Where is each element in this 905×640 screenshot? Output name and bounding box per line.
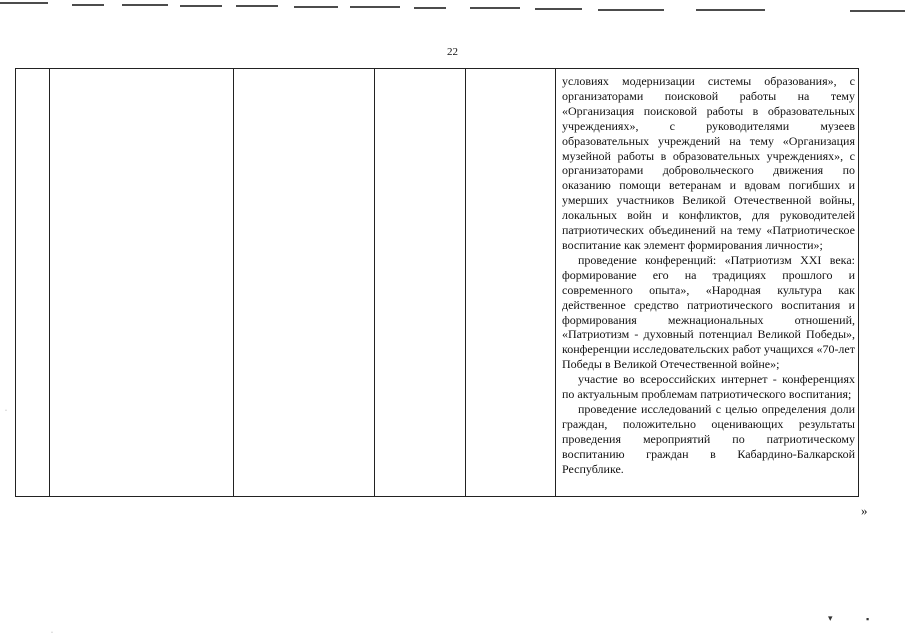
results-paragraph-2: проведение конференций: «Патриотизм XXI века: формирование его на традициях прошлого и современного опыта», «Народная культура как действенное средство патриотического воспитания и формирования межнациональных отношений, «Патриотизм - духовный потенциал Великой Победы», конференции исследовательских работ учащихся «70-лет Победы в Великой Отечественной войне»;	[562, 252, 855, 372]
table-cell-number	[16, 69, 50, 497]
table-cell-activity	[50, 69, 234, 497]
table-cell-results	[556, 69, 859, 497]
results-paragraph-1: условиях модернизации системы образования», с организаторами поисковой работы на тему «Организация поисковой работы в образовательных учреждениях», с руководителями музеев образовательных учреждений на тему «Организация музейной работы в образовательных учреждениях», с организаторами добровольческого движения по оказанию помощи ветеранам и вдовам погибших и умерших участников Великой Отечественной войны, локальных войн и конфликтов, для руководителей патриотических объединений на тему «Патриотическое воспитание как элемент формирования личности»;	[562, 74, 855, 252]
closing-quote: »	[861, 503, 868, 518]
results-paragraph-3: участие во всероссийских интернет - конференциях по актуальным проблемам патриотического воспитания;	[562, 372, 855, 402]
table-row	[16, 69, 859, 497]
scan-speck-mark: ·	[5, 408, 7, 414]
page-number: 22	[447, 46, 458, 58]
results-paragraph-4: проведение исследований с целью определения доли граждан, положительно оценивающих результаты проведения мероприятий по патриотическому воспитанию граждан в Кабардино-Балкарской Республике.	[562, 401, 855, 476]
scan-speck-mark: ▪	[866, 614, 870, 624]
table-cell-funding	[466, 69, 556, 497]
scan-speck-mark: ·	[51, 630, 53, 636]
scan-speck-mark: ▾	[828, 613, 833, 623]
table-cell-executor	[234, 69, 375, 497]
table-cell-deadline	[375, 69, 466, 497]
page-top-border-dashes	[0, 0, 905, 14]
program-table	[15, 68, 859, 497]
